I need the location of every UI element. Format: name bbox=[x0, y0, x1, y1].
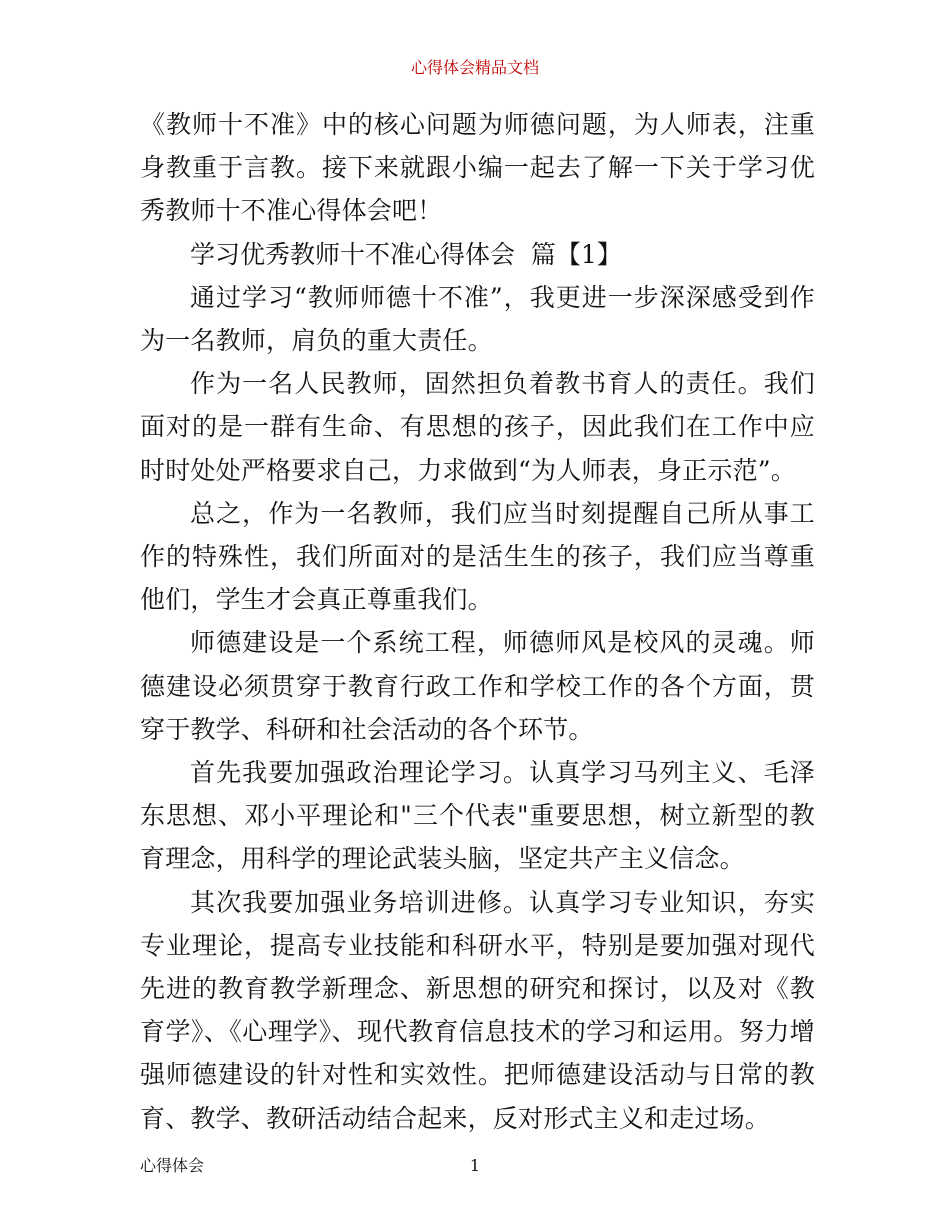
page-number: 1 bbox=[469, 1156, 481, 1175]
page-header-title: 心得体会精品文档 bbox=[410, 58, 539, 77]
section-heading: 学习优秀教师十不准心得体会 篇【1】 bbox=[190, 239, 622, 269]
body-paragraph-1: 通过学习“教师师德十不准”，我更进一步深深感受到作为一名教师，肩负的重大责任。 bbox=[140, 282, 815, 356]
footer-label: 心得体会 bbox=[140, 1156, 205, 1175]
body-paragraph-3: 总之，作为一名教师，我们应当时刻提醒自己所从事工作的特殊性，我们所面对的是活生生的孩子，我们应当尊重他们，学生才会真正尊重我们。 bbox=[140, 498, 815, 615]
document-body bbox=[140, 103, 815, 1140]
body-paragraph-6: 其次我要加强业务培训进修。认真学习专业知识，夯实专业理论，提高专业技能和科研水平，特别是要加强对现代先进的教育教学新理念、新思想的研究和探讨，以及对《教育学》、《心理学》、现代教育信息技术的学习和运用。努力增强师德建设的针对性和实效性。把师德建设活动与日常的教育、教学、教研活动结合起来，反对形式主义和走过场。 bbox=[140, 887, 815, 1133]
body-paragraph-2: 作为一名人民教师，固然担负着教书育人的责任。我们面对的是一群有生命、有思想的孩子，因此我们在工作中应时时处处严格要求自己，力求做到“为人师表，身正示范”。 bbox=[140, 369, 815, 485]
body-paragraph-5: 首先我要加强政治理论学习。认真学习马列主义、毛泽东思想、邓小平理论和"三个代表"重要思想，树立新型的教育理念，用科学的理论武装头脑，坚定共产主义信念。 bbox=[140, 758, 815, 874]
intro-paragraph: 《教师十不准》中的核心问题为师德问题，为人师表，注重身教重于言教。接下来就跟小编一起去了解一下关于学习优秀教师十不准心得体会吧！ bbox=[140, 110, 815, 226]
body-paragraph-4: 师德建设是一个系统工程，师德师风是校风的灵魂。师德建设必须贯穿于教育行政工作和学校工作的各个方面，贯穿于教学、科研和社会活动的各个环节。 bbox=[140, 628, 815, 744]
